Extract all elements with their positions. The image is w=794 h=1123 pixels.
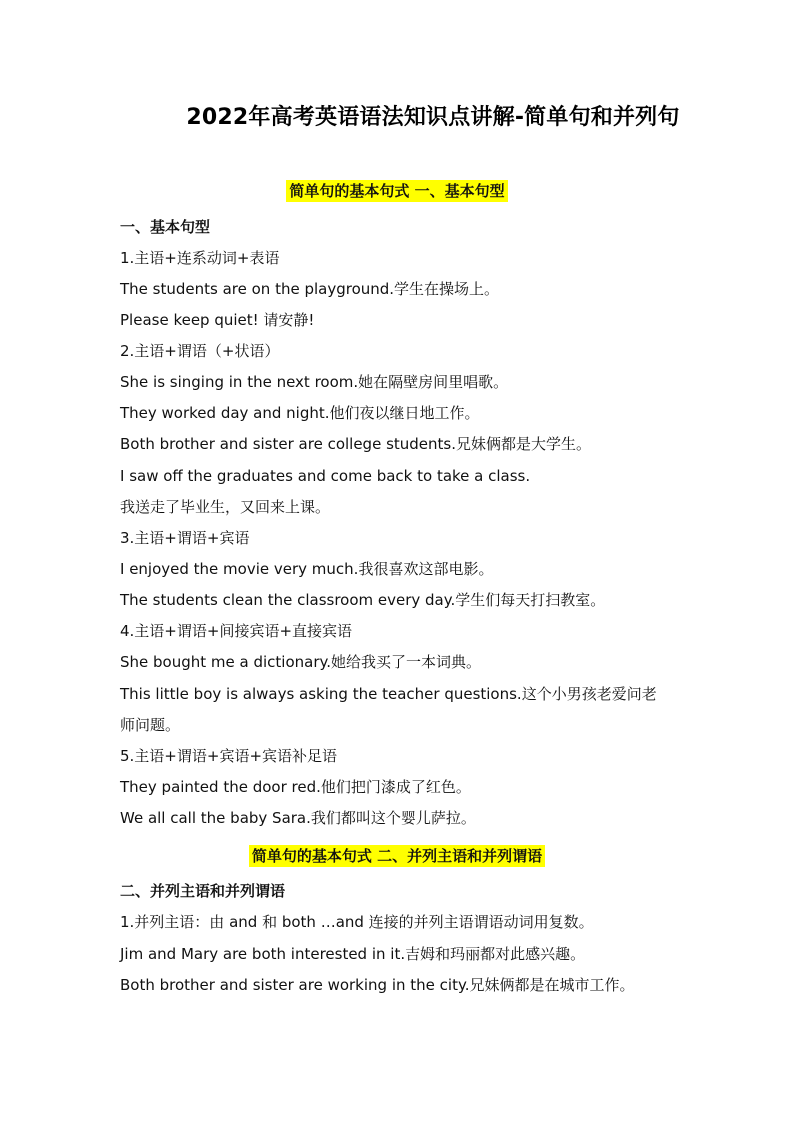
section2-heading: 二、并列主语和并列谓语 <box>120 882 286 900</box>
text-line: Please keep quiet! 请安静! <box>120 311 315 329</box>
text-line: 师问题。 <box>120 716 181 734</box>
text-line: Both brother and sister are working in the city.兄妹俩都是在城市工作。 <box>120 976 635 994</box>
section1-banner <box>0 180 794 202</box>
text-line: 1.并列主语：由 and 和 both …and 连接的并列主语谓语动词用复数。 <box>120 913 594 931</box>
text-line: I saw off the graduates and come back to take a class. <box>120 467 531 485</box>
text-line: The students clean the classroom every day.学生们每天打扫教室。 <box>120 591 606 609</box>
text-line: 我送走了毕业生，又回来上课。 <box>120 498 331 516</box>
text-line: 3.主语+谓语+宾语 <box>120 529 250 547</box>
document-title: 2022年高考英语语法知识点讲解-简单句和并列句 <box>186 105 680 130</box>
text-line: We all call the baby Sara.我们都叫这个婴儿萨拉。 <box>120 809 476 827</box>
text-line: Both brother and sister are college students.兄妹俩都是大学生。 <box>120 435 591 453</box>
text-line: The students are on the playground.学生在操场上。 <box>120 280 500 298</box>
text-line: 4.主语+谓语+间接宾语+直接宾语 <box>120 622 353 640</box>
text-line: She is singing in the next room.她在隔壁房间里唱歌。 <box>120 373 509 391</box>
text-line: I enjoyed the movie very much.我很喜欢这部电影。 <box>120 560 494 578</box>
text-line: They painted the door red.他们把门漆成了红色。 <box>120 778 471 796</box>
section2-banner-text: 简单句的基本句式 二、并列主语和并列谓语 <box>249 845 545 867</box>
text-line: They worked day and night.他们夜以继日地工作。 <box>120 404 480 422</box>
text-line: 2.主语+谓语（+状语） <box>120 342 280 360</box>
section1-banner-text: 简单句的基本句式 一、基本句型 <box>286 180 507 202</box>
text-line: She bought me a dictionary.她给我买了一本词典。 <box>120 653 482 671</box>
text-line: Jim and Mary are both interested in it.吉姆和玛丽都对此感兴趣。 <box>120 945 586 963</box>
text-line: This little boy is always asking the teacher questions.这个小男孩老爱问老 <box>120 685 657 703</box>
text-line: 5.主语+谓语+宾语+宾语补足语 <box>120 747 338 765</box>
text-line: 1.主语+连系动词+表语 <box>120 249 280 267</box>
section2-banner <box>0 845 794 867</box>
section1-heading: 一、基本句型 <box>120 218 211 236</box>
